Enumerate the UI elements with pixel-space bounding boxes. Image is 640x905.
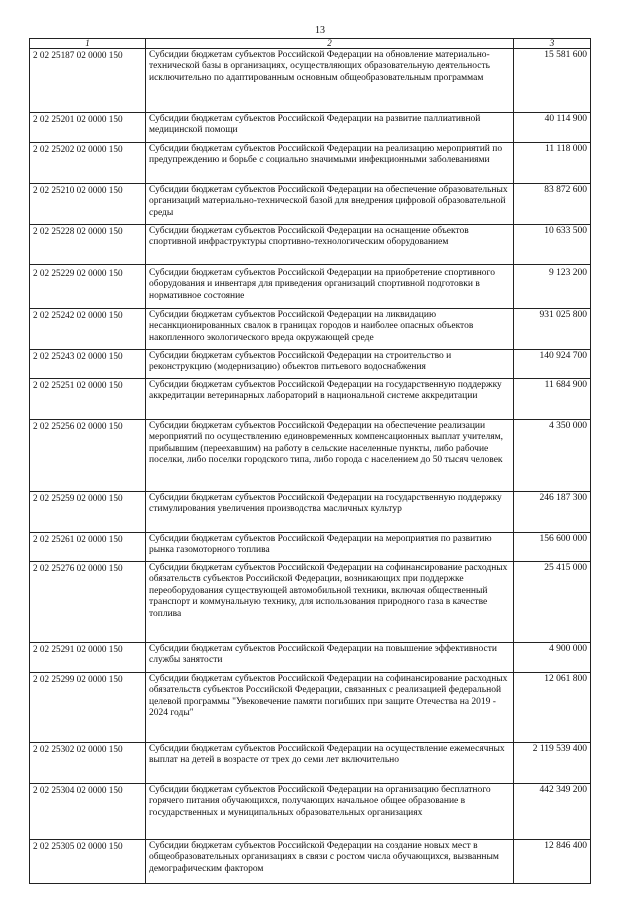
table-row <box>30 562 591 643</box>
row-code: 2 02 25261 02 0000 150 <box>30 533 146 562</box>
table-row <box>30 420 591 492</box>
column-header-2: 2 <box>146 39 514 49</box>
table-row <box>30 350 591 379</box>
row-code: 2 02 25201 02 0000 150 <box>30 113 146 143</box>
row-code: 2 02 25228 02 0000 150 <box>30 225 146 265</box>
table-row <box>30 143 591 184</box>
row-amount: 25 415 000 <box>514 562 591 643</box>
row-code: 2 02 25243 02 0000 150 <box>30 350 146 379</box>
row-amount: 140 924 700 <box>514 350 591 379</box>
row-code: 2 02 25210 02 0000 150 <box>30 184 146 225</box>
row-name: Субсидии бюджетам субъектов Российской Федерации на создание новых мест в общеобразовательных организациях в связи с ростом числа обучающихся, вызванным демографическим фактором <box>146 840 514 884</box>
table-row <box>30 673 591 743</box>
row-code: 2 02 25256 02 0000 150 <box>30 420 146 492</box>
row-name: Субсидии бюджетам субъектов Российской Федерации на ликвидацию несанкционированных свалок в границах городов и наиболее опасных объектов накопленного экологического вреда окружающей среде <box>146 309 514 350</box>
table-row <box>30 184 591 225</box>
table-header-row <box>30 39 591 49</box>
row-name: Субсидии бюджетам субъектов Российской Федерации на организацию бесплатного горячего питания обучающихся, получающих начальное общее образование в государственных и муниципальных образовательных организациях <box>146 784 514 840</box>
row-code: 2 02 25259 02 0000 150 <box>30 492 146 533</box>
row-code: 2 02 25291 02 0000 150 <box>30 643 146 673</box>
row-amount: 15 581 600 <box>514 49 591 113</box>
row-amount: 931 025 800 <box>514 309 591 350</box>
table-row <box>30 113 591 143</box>
row-amount: 156 600 000 <box>514 533 591 562</box>
table-row <box>30 49 591 113</box>
table-row <box>30 265 591 309</box>
row-code: 2 02 25251 02 0000 150 <box>30 379 146 420</box>
table-row <box>30 533 591 562</box>
column-header-1: 1 <box>30 39 146 49</box>
row-code: 2 02 25242 02 0000 150 <box>30 309 146 350</box>
column-header-3: 3 <box>514 39 591 49</box>
row-name: Субсидии бюджетам субъектов Российской Федерации на обновление материально-технической базы в организациях, осуществляющих образовательную деятельность исключительно по адаптированным основным общеобразовательным программам <box>146 49 514 113</box>
row-code: 2 02 25304 02 0000 150 <box>30 784 146 840</box>
row-code: 2 02 25299 02 0000 150 <box>30 673 146 743</box>
page-number: 13 <box>315 25 325 36</box>
table-row <box>30 309 591 350</box>
row-amount: 246 187 300 <box>514 492 591 533</box>
table-row <box>30 225 591 265</box>
row-name: Субсидии бюджетам субъектов Российской Федерации на обеспечение реализации мероприятий по осуществлению единовременных компенсационных выплат учителям, прибывшим (переехавшим) на работу в сельские населенные пункты, либо рабочие поселки, либо поселки городского типа, либо города с населением до 50 тысяч человек <box>146 420 514 492</box>
row-code: 2 02 25305 02 0000 150 <box>30 840 146 884</box>
table-row <box>30 492 591 533</box>
row-name: Субсидии бюджетам субъектов Российской Федерации на государственную поддержку стимулирования увеличения производства масличных культур <box>146 492 514 533</box>
row-amount: 11 118 000 <box>514 143 591 184</box>
table-row <box>30 840 591 884</box>
row-name: Субсидии бюджетам субъектов Российской Федерации на строительство и реконструкцию (модернизацию) объектов питьевого водоснабжения <box>146 350 514 379</box>
row-code: 2 02 25276 02 0000 150 <box>30 562 146 643</box>
row-code: 2 02 25187 02 0000 150 <box>30 49 146 113</box>
row-amount: 11 684 900 <box>514 379 591 420</box>
row-name: Субсидии бюджетам субъектов Российской Федерации на реализацию мероприятий по предупреждению и борьбе с социально значимыми инфекционными заболеваниями <box>146 143 514 184</box>
row-amount: 83 872 600 <box>514 184 591 225</box>
row-name: Субсидии бюджетам субъектов Российской Федерации на мероприятия по развитию рынка газомоторного топлива <box>146 533 514 562</box>
table-row <box>30 379 591 420</box>
row-name: Субсидии бюджетам субъектов Российской Федерации на осуществление ежемесячных выплат на детей в возрасте от трех до семи лет включительно <box>146 743 514 784</box>
row-code: 2 02 25202 02 0000 150 <box>30 143 146 184</box>
budget-table <box>29 38 591 884</box>
row-code: 2 02 25229 02 0000 150 <box>30 265 146 309</box>
table-row <box>30 784 591 840</box>
row-amount: 40 114 900 <box>514 113 591 143</box>
row-amount: 4 900 000 <box>514 643 591 673</box>
row-name: Субсидии бюджетам субъектов Российской Федерации на государственную поддержку аккредитации ветеринарных лабораторий в национальной системе аккредитации <box>146 379 514 420</box>
row-amount: 2 119 539 400 <box>514 743 591 784</box>
row-amount: 4 350 000 <box>514 420 591 492</box>
table-row <box>30 643 591 673</box>
row-name: Субсидии бюджетам субъектов Российской Федерации на развитие паллиативной медицинской помощи <box>146 113 514 143</box>
row-amount: 9 123 200 <box>514 265 591 309</box>
row-name: Субсидии бюджетам субъектов Российской Федерации на повышение эффективности службы занятости <box>146 643 514 673</box>
row-amount: 442 349 200 <box>514 784 591 840</box>
row-amount: 12 846 400 <box>514 840 591 884</box>
row-name: Субсидии бюджетам субъектов Российской Федерации на обеспечение образовательных организаций материально-технической базой для внедрения цифровой образовательной среды <box>146 184 514 225</box>
row-code: 2 02 25302 02 0000 150 <box>30 743 146 784</box>
table-row <box>30 743 591 784</box>
row-amount: 10 633 500 <box>514 225 591 265</box>
row-name: Субсидии бюджетам субъектов Российской Федерации на оснащение объектов спортивной инфраструктуры спортивно-технологическим оборудованием <box>146 225 514 265</box>
row-name: Субсидии бюджетам субъектов Российской Федерации на софинансирование расходных обязательств субъектов Российской Федерации, возникающих при поддержке переоборудования существующей автомобильной техники, включая общественный транспорт и коммунальную технику, для использования природного газа в качестве топлива <box>146 562 514 643</box>
row-name: Субсидии бюджетам субъектов Российской Федерации на приобретение спортивного оборудования и инвентаря для приведения организаций спортивной подготовки в нормативное состояние <box>146 265 514 309</box>
row-name: Субсидии бюджетам субъектов Российской Федерации на софинансирование расходных обязательств субъектов Российской Федерации, связанных с реализацией федеральной целевой программы "Увековечение памяти погибших при защите Отечества на 2019 - 2024 годы" <box>146 673 514 743</box>
row-amount: 12 061 800 <box>514 673 591 743</box>
